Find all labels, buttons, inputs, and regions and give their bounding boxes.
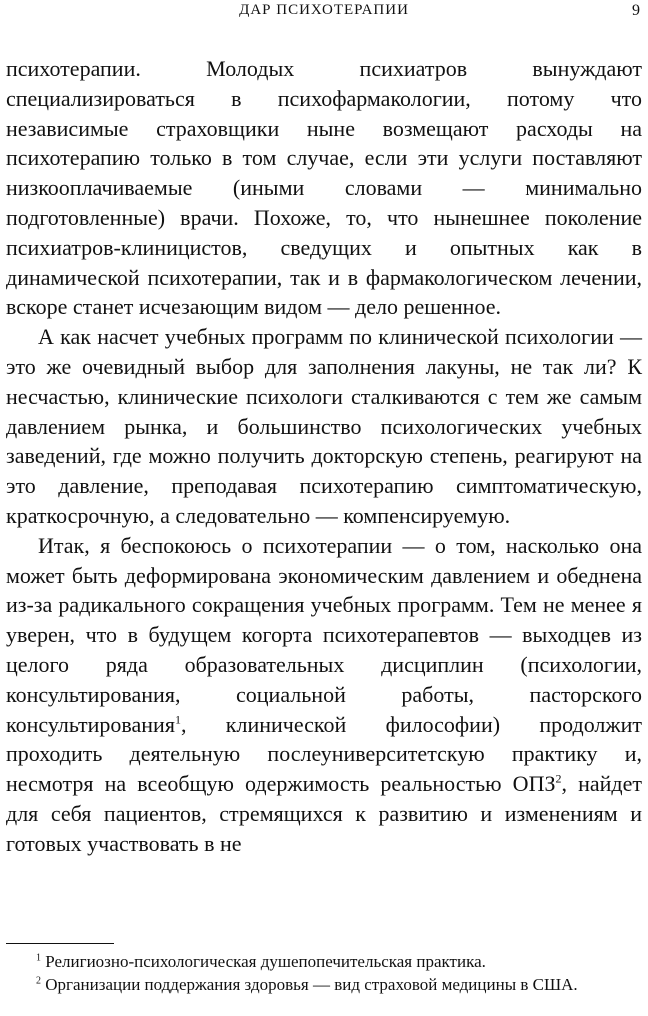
footnote-mark-1: 1	[36, 952, 41, 964]
paragraph-3-part-b: , клинической философии) продолжит проходить деятельную послеуниверситетскую практику и, несмотря на всеобщую одержимость реальностью ОПЗ	[6, 711, 642, 797]
page-number: 9	[632, 2, 640, 19]
footnote-ref-2: 2	[555, 771, 562, 786]
paragraph-3-part-c: , найдет для себя пациентов, стремящихся к развитию и изменениям и готовых участвовать в не	[6, 771, 643, 856]
footnote-mark-2: 2	[36, 975, 41, 987]
paragraph-2: А как насчет учебных программ по клинической психологии — это же очевидный выбор для заполнения лакуны, не так ли? К несчастью, клинические психологи сталкиваются с тем же самым давлением рынка, и большинство психологических учебных заведений, где можно получить докторскую степень, реагируют на это давление, преподавая психотерапию симптоматическую, краткосрочную, а следовательно — компенсируемую.	[6, 324, 642, 528]
footnote-text-2: Организации поддержания здоровья — вид страховой медицины в США.	[41, 975, 578, 994]
paragraph-3-part-a: Итак, я беспокоюсь о психотерапии — о том, насколько она может быть деформирована экономическим давлением и обеднена из-за радикального сокращения учебных программ. Тем не менее я уверен, что в будущем когорта психотерапевтов — выходцев из целого ряда образовательных дисциплин (психологии, консультирования, социальной работы, пасторского консультирования	[6, 532, 642, 737]
footnote-text-1: Религиозно-психологическая душепопечительская практика.	[41, 952, 486, 971]
running-title: ДАР ПСИХОТЕРАПИИ	[239, 2, 409, 18]
body-text	[6, 54, 642, 859]
footnote-divider	[6, 943, 114, 944]
footnote-ref-1: 1	[174, 712, 181, 727]
footnote-1	[6, 950, 642, 973]
paragraph-1: психотерапии. Молодых психиатров вынуждают специализироваться в психофармакологии, потому что независимые страховщики ныне возмещают расходы на психотерапию только в том случае, если эти услуги поставляют низкооплачиваемые (иными словами — минимально подготовленные) врачи. Похоже, то, что нынешнее поколение психиатров-клиницистов, сведущих и опытных как в динамической психотерапии, так и в фармакологическом лечении, вскоре станет исчезающим видом — дело решенное.	[6, 56, 642, 320]
running-head	[0, 2, 648, 24]
paragraph-3	[6, 531, 642, 859]
footnote-2	[6, 973, 642, 996]
footnotes	[6, 950, 642, 996]
